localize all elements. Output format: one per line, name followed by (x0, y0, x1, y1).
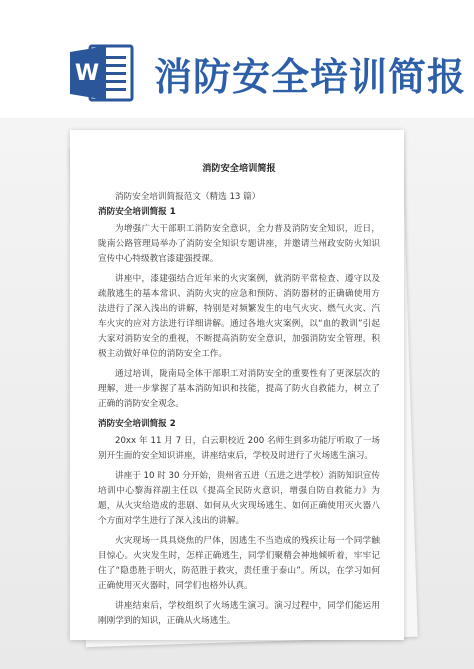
paragraph: 讲座于 10 时 30 分开始，贵州省五进（五进之进学校）消防知识宣传培训中心黎海祥副主任以《提高全民防火意识，增强自防自救能力》为题，从火灾给造成的悲剧、如何从火灾现场逃生、如何正确使用灭火器八个方面对学生进行了深入浅出的讲解。 (98, 471, 380, 526)
document-title: 消防安全培训简报 (202, 163, 276, 174)
paragraph: 讲座中，漆建强结合近年来的火灾案例，就消防平常检查、遵守以及疏散逃生的基本常识、消防火灾的应急和预防、消防器材的正确确使用方法进行了深入浅出的讲解，特别是对频繁发生的电气火灾、燃气火灾、汽车火灾的应对方法进行详细讲解。通过各地火灾案例，以“血的教训”引起大家对消防安全的重视，不断提高消防安全意识，加强消防安全管理，积极主动做好单位的消防安全工作。 (98, 274, 380, 359)
word-document-icon (68, 42, 134, 104)
banner-title: 消防安全培训简报 (154, 55, 467, 99)
word-logo-letter: W (74, 61, 100, 86)
document-page (70, 130, 404, 640)
paragraph: 通过培训，陇南局全体干部职工对消防安全的重要性有了更深层次的理解，进一步掌握了基本消防知识和技能，提高了防火自救能力，树立了正确的消防安全观念。 (98, 369, 380, 409)
paragraph: 火灾现场一具具烧焦的尸体，因逃生不当造成的残疾让每一个同学触目惊心。火灾发生时，怎样正确逃生，同学们聚精会神地倾听着，牢牢记住了“隐患胜于明火，防范胜于救灾，责任重于泰山”。所以，在学习如何正确使用灭火器时，同学们也格外认真。 (98, 536, 380, 591)
banner (0, 0, 474, 118)
paragraph: 为增强广大干部职工消防安全意识，全力普及消防安全知识，近日，陇南公路管理局举办了消防安全知识专题讲座，并邀请兰州政安防火知识宣传中心特级教官漆建强授课。 (98, 224, 380, 264)
document-subtitle: 消防安全培训简报范文（精选 13 篇） (115, 192, 261, 202)
paragraph: 20xx 年 11 月 7 日，白云职校近 200 名师生到多功能厅听取了一场别开生面的安全知识讲座，讲座结束后，学校及时进行了火场逃生演习。 (98, 436, 380, 461)
section-heading: 消防安全培训简报 1 (98, 207, 176, 217)
paragraph: 讲座结束后，学校组织了火场逃生演习。演习过程中，同学们能运用刚刚学到的知识，正确从火场逃生。 (98, 601, 380, 626)
section-heading: 消防安全培训简报 2 (98, 419, 176, 429)
